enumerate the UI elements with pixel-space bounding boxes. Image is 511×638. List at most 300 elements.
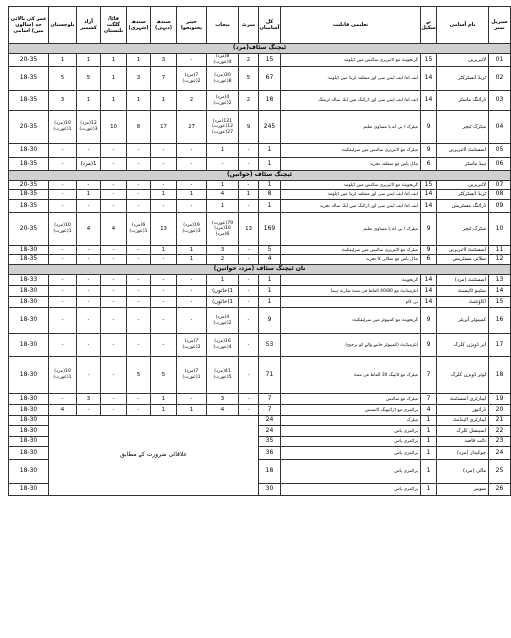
cell-q: میٹرک مع ٹائپنگ 30 الفاظ فی منٹ bbox=[281, 357, 421, 394]
cell-ajk: - bbox=[77, 297, 101, 308]
cell-scale: 1 bbox=[421, 447, 437, 460]
cell-pb: 1 bbox=[207, 275, 239, 286]
cell-pb: 16(مرد) 4(عورت) bbox=[207, 334, 239, 357]
cell-q: ایف اے/ ایف ایس سی اور متعلقہ ٹریڈ میں ڈپلومہ bbox=[281, 67, 421, 91]
cell-q: انٹرمیڈیٹ مع 40/80 الفاظ فی منٹ شارٹ ہینڈ bbox=[281, 286, 421, 297]
cell-scale: 14 bbox=[421, 67, 437, 91]
cell-post: لیبارٹری اٹینڈنٹ bbox=[437, 416, 489, 426]
cell-post: چوکیدار (مرد) bbox=[437, 447, 489, 460]
cell-merit: 1 bbox=[239, 190, 259, 200]
cell-no: 01 bbox=[489, 54, 511, 67]
cell-pb: 1 bbox=[207, 181, 239, 190]
cell-post: سویپر bbox=[437, 484, 489, 496]
cell-scale: 14 bbox=[421, 286, 437, 297]
section-title: ٹیچنگ سٹاف(مرد) bbox=[9, 44, 511, 54]
cell-fata: 4 bbox=[101, 213, 127, 246]
header-scale: بے سکیل bbox=[421, 7, 437, 44]
cell-sd: - bbox=[151, 200, 177, 213]
cell-age: 18-35 bbox=[9, 91, 49, 111]
cell-age: 18-30 bbox=[9, 405, 49, 416]
cell-su: 3 bbox=[127, 67, 151, 91]
cell-bl: - bbox=[49, 181, 77, 190]
table-row bbox=[9, 334, 511, 357]
table-row bbox=[9, 213, 511, 246]
section-header-row bbox=[9, 265, 511, 275]
cell-sd: 3 bbox=[151, 54, 177, 67]
table-row bbox=[9, 200, 511, 213]
cell-fata: - bbox=[101, 158, 127, 171]
cell-merit: 5 bbox=[239, 67, 259, 91]
cell-pb: 2 bbox=[207, 255, 239, 265]
cell-kp: 19(مرد) 3(عورت) bbox=[177, 213, 207, 246]
cell-q: پرائمری پاس bbox=[281, 484, 421, 496]
cell-total: 35 bbox=[259, 437, 281, 447]
cell-merit: - bbox=[239, 394, 259, 405]
cell-q: پرائمری پاس bbox=[281, 437, 421, 447]
cell-total: 53 bbox=[259, 334, 281, 357]
cell-q: گریجویٹ مع لائبریری سائنس میں ڈپلومہ bbox=[281, 181, 421, 190]
cell-pb: 4(مرد) 2(عورت) bbox=[207, 308, 239, 334]
cell-q: گریجویٹ مع لائبریری سائنس میں ڈپلومہ bbox=[281, 54, 421, 67]
cell-bl: - bbox=[49, 190, 77, 200]
cell-bl: 10(مرد) 1(عورت) bbox=[49, 357, 77, 394]
cell-post: ہیڈ ماسٹر bbox=[437, 158, 489, 171]
section-title: نان ٹیچنگ سٹاف (مرد، خواتین) bbox=[9, 265, 511, 275]
table-row bbox=[9, 275, 511, 286]
cell-pb: 1 bbox=[207, 144, 239, 158]
cell-fata: - bbox=[101, 357, 127, 394]
cell-q: ایف اے/ ایف ایس سی اور ڈرائنگ میں ایک سالہ ٹریننگ bbox=[281, 91, 421, 111]
cell-q: میٹرک مع سائنس bbox=[281, 394, 421, 405]
cell-kp: 27 bbox=[177, 111, 207, 144]
cell-q: ایف اے/ ایف ایس سی اور متعلقہ ٹریڈ میں ڈپلومہ bbox=[281, 190, 421, 200]
header-total: کل آسامیاں bbox=[259, 7, 281, 44]
cell-merit: 9 bbox=[239, 111, 259, 144]
header-ajk: آزاد کشمیر bbox=[77, 7, 101, 44]
cell-total: 7 bbox=[259, 405, 281, 416]
cell-su: - bbox=[127, 334, 151, 357]
cell-q: مڈل پاس مع متعلقہ تجربہ bbox=[281, 158, 421, 171]
cell-fata: - bbox=[101, 144, 127, 158]
cell-bl: - bbox=[49, 255, 77, 265]
cell-bl: - bbox=[49, 286, 77, 297]
cell-age: 18-30 bbox=[9, 297, 49, 308]
cell-ajk: 1 bbox=[77, 190, 101, 200]
header-quals: تعلیمی قابلیت bbox=[281, 7, 421, 44]
cell-total: 245 bbox=[259, 111, 281, 144]
cell-scale: 14 bbox=[421, 190, 437, 200]
cell-no: 09 bbox=[489, 200, 511, 213]
cell-pb: 4 bbox=[207, 190, 239, 200]
cell-post: ٹریڈ انسٹرکٹر bbox=[437, 190, 489, 200]
cell-ajk: 3 bbox=[77, 394, 101, 405]
cell-no: 25 bbox=[489, 460, 511, 484]
cell-fata: 1 bbox=[101, 54, 127, 67]
cell-no: 17 bbox=[489, 334, 511, 357]
cell-sd: - bbox=[151, 181, 177, 190]
cell-no: 19 bbox=[489, 394, 511, 405]
cell-no: 14 bbox=[489, 286, 511, 297]
cell-bl: - bbox=[49, 200, 77, 213]
cell-sd: 1 bbox=[151, 91, 177, 111]
cell-total: 36 bbox=[259, 447, 281, 460]
cell-kp: - bbox=[177, 308, 207, 334]
cell-kp: - bbox=[177, 275, 207, 286]
cell-su: - bbox=[127, 275, 151, 286]
cell-total: 4 bbox=[259, 255, 281, 265]
cell-su: 1 bbox=[127, 91, 151, 111]
cell-sd: - bbox=[151, 286, 177, 297]
cell-post: اکاؤنٹنٹ bbox=[437, 297, 489, 308]
cell-ajk: - bbox=[77, 200, 101, 213]
cell-total: 15 bbox=[259, 54, 281, 67]
cell-su: 6(مرد) 1(عورت) bbox=[127, 213, 151, 246]
table-row bbox=[9, 158, 511, 171]
cell-no: 03 bbox=[489, 91, 511, 111]
cell-total: 24 bbox=[259, 416, 281, 426]
advertisement-table-sheet bbox=[8, 6, 508, 496]
cell-su: - bbox=[127, 405, 151, 416]
cell-bl: - bbox=[49, 308, 77, 334]
cell-post: لوئر ڈویژن کلرک bbox=[437, 357, 489, 394]
cell-no: 23 bbox=[489, 437, 511, 447]
cell-su: - bbox=[127, 158, 151, 171]
cell-scale: 9 bbox=[421, 111, 437, 144]
cell-fata: - bbox=[101, 286, 127, 297]
cell-ajk: - bbox=[77, 181, 101, 190]
cell-ajk: 1(مرد) bbox=[77, 158, 101, 171]
cell-no: 08 bbox=[489, 190, 511, 200]
cell-age: 18-30 bbox=[9, 447, 49, 460]
cell-scale: 14 bbox=[421, 297, 437, 308]
cell-bl: 1 bbox=[49, 54, 77, 67]
cell-q: میٹرک / بی اے یا مساوی تعلیم bbox=[281, 111, 421, 144]
cell-age: 18-30 bbox=[9, 426, 49, 437]
cell-total: 5 bbox=[259, 246, 281, 255]
table-row bbox=[9, 67, 511, 91]
table-row bbox=[9, 394, 511, 405]
cell-fata: - bbox=[101, 255, 127, 265]
cell-kp: - bbox=[177, 181, 207, 190]
cell-merit: - bbox=[239, 308, 259, 334]
cell-ajk: 4 bbox=[77, 213, 101, 246]
cell-kp: - bbox=[177, 144, 207, 158]
header-fata-gb: فاٹا/ گلگت بلتستان bbox=[101, 7, 127, 44]
cell-sd: 7 bbox=[151, 67, 177, 91]
cell-sd: 1 bbox=[151, 394, 177, 405]
cell-age: 20-35 bbox=[9, 111, 49, 144]
cell-pb: 1(خاتون) bbox=[207, 297, 239, 308]
cell-scale: 15 bbox=[421, 54, 437, 67]
cell-no: 20 bbox=[489, 405, 511, 416]
cell-total: 1 bbox=[259, 286, 281, 297]
cell-pb: 41(مرد) 5(عورت) bbox=[207, 357, 239, 394]
cell-bl: 10(مرد) 1(عورت) bbox=[49, 213, 77, 246]
cell-post: اسپیشل کلرک bbox=[437, 426, 489, 437]
cell-merit: - bbox=[239, 334, 259, 357]
cell-no: 11 bbox=[489, 246, 511, 255]
cell-ajk: - bbox=[77, 357, 101, 394]
cell-su: - bbox=[127, 144, 151, 158]
cell-q: پرائمری پاس bbox=[281, 426, 421, 437]
cell-scale: 9 bbox=[421, 308, 437, 334]
cell-q: گریجویٹ bbox=[281, 275, 421, 286]
cell-scale: 4 bbox=[421, 405, 437, 416]
cell-age: 18-30 bbox=[9, 334, 49, 357]
cell-scale: 1 bbox=[421, 484, 437, 496]
cell-kp: 7(مرد) 2(عورت) bbox=[177, 67, 207, 91]
vacancy-table bbox=[8, 6, 511, 496]
cell-ajk: 12(مرد) 3(عورت) bbox=[77, 111, 101, 144]
cell-total: 8 bbox=[259, 190, 281, 200]
cell-total: 9 bbox=[259, 308, 281, 334]
cell-pb: 4 bbox=[207, 405, 239, 416]
cell-total: 1 bbox=[259, 181, 281, 190]
cell-sd: - bbox=[151, 308, 177, 334]
cell-q: پرائمری پاس bbox=[281, 447, 421, 460]
cell-age: 18-30 bbox=[9, 286, 49, 297]
cell-kp: 1 bbox=[177, 255, 207, 265]
quota-note: علاقائی ضرورت کے مطابق bbox=[49, 416, 259, 496]
cell-sd: 13 bbox=[151, 213, 177, 246]
cell-bl: 3 bbox=[49, 91, 77, 111]
cell-ajk: 1 bbox=[77, 91, 101, 111]
cell-q: پرائمری مع ڈرائیونگ لائسنس bbox=[281, 405, 421, 416]
cell-scale: 1 bbox=[421, 426, 437, 437]
cell-total: 18 bbox=[259, 91, 281, 111]
cell-fata: - bbox=[101, 275, 127, 286]
cell-post: سلائی مسٹریس bbox=[437, 255, 489, 265]
cell-no: 26 bbox=[489, 484, 511, 496]
cell-no: 06 bbox=[489, 158, 511, 171]
cell-post: ڈرائنگ مسٹریس bbox=[437, 200, 489, 213]
header-serial: سیریل نمبر bbox=[489, 7, 511, 44]
cell-post: ڈرائیور bbox=[437, 405, 489, 416]
cell-total: 1 bbox=[259, 144, 281, 158]
cell-fata: - bbox=[101, 334, 127, 357]
cell-su: 5 bbox=[127, 357, 151, 394]
table-row bbox=[9, 144, 511, 158]
cell-scale: 14 bbox=[421, 275, 437, 286]
cell-scale: 9 bbox=[421, 334, 437, 357]
cell-age: 18-35 bbox=[9, 190, 49, 200]
cell-q: پرائمری پاس bbox=[281, 460, 421, 484]
cell-total: 1 bbox=[259, 200, 281, 213]
cell-ajk: 1 bbox=[77, 54, 101, 67]
cell-scale: 15 bbox=[421, 181, 437, 190]
cell-total: 1 bbox=[259, 275, 281, 286]
table-row bbox=[9, 246, 511, 255]
table-row bbox=[9, 357, 511, 394]
cell-merit: - bbox=[239, 200, 259, 213]
table-row bbox=[9, 297, 511, 308]
cell-age: 18-30 bbox=[9, 144, 49, 158]
cell-merit: 2 bbox=[239, 54, 259, 67]
cell-kp: - bbox=[177, 158, 207, 171]
cell-post: اسسٹنٹ لائبریرین bbox=[437, 246, 489, 255]
cell-merit: 13 bbox=[239, 213, 259, 246]
cell-sd: - bbox=[151, 334, 177, 357]
cell-scale: 7 bbox=[421, 394, 437, 405]
cell-no: 10 bbox=[489, 213, 511, 246]
cell-ajk: - bbox=[77, 308, 101, 334]
cell-pb: 1(خاتون) bbox=[207, 286, 239, 297]
cell-su: - bbox=[127, 181, 151, 190]
cell-age: 20-35 bbox=[9, 213, 49, 246]
cell-age: 18-30 bbox=[9, 394, 49, 405]
cell-age: 18-30 bbox=[9, 437, 49, 447]
cell-q: ایف اے/ ایف ایس سی اور ڈرائنگ میں ایک سالہ تجربہ bbox=[281, 200, 421, 213]
cell-post: سٹینو ٹائپسٹ bbox=[437, 286, 489, 297]
cell-fata: 1 bbox=[101, 91, 127, 111]
table-row bbox=[9, 111, 511, 144]
cell-scale: 1 bbox=[421, 437, 437, 447]
cell-age: 18-30 bbox=[9, 416, 49, 426]
cell-pb: 1 bbox=[207, 200, 239, 213]
cell-age: 18-30 bbox=[9, 484, 49, 496]
cell-merit: - bbox=[239, 144, 259, 158]
cell-post: ٹریڈ انسٹرکٹر bbox=[437, 67, 489, 91]
cell-q: مڈل پاس مع سلائی کا تجربہ bbox=[281, 255, 421, 265]
cell-age: 18-33 bbox=[9, 275, 49, 286]
cell-post: اپر ڈویژن کلرک bbox=[437, 334, 489, 357]
header-sindh: سندھ (دیہی) bbox=[151, 7, 177, 44]
cell-ajk: - bbox=[77, 144, 101, 158]
cell-merit: - bbox=[239, 286, 259, 297]
cell-merit: - bbox=[239, 297, 259, 308]
cell-no: 13 bbox=[489, 275, 511, 286]
cell-merit: - bbox=[239, 357, 259, 394]
cell-pb: - bbox=[207, 158, 239, 171]
cell-q: میٹرک مع لائبریری سائنس میں سرٹیفکیٹ bbox=[281, 246, 421, 255]
cell-total: 24 bbox=[259, 426, 281, 437]
cell-kp: 1 bbox=[177, 246, 207, 255]
cell-pb: 121(مرد) 12(عورت) 27(عورت) bbox=[207, 111, 239, 144]
cell-su: 1 bbox=[127, 54, 151, 67]
cell-age: 20-35 bbox=[9, 181, 49, 190]
cell-merit: - bbox=[239, 255, 259, 265]
cell-total: 18 bbox=[259, 460, 281, 484]
table-row bbox=[9, 190, 511, 200]
cell-scale: 9 bbox=[421, 246, 437, 255]
cell-merit: - bbox=[239, 181, 259, 190]
cell-scale: 6 bbox=[421, 255, 437, 265]
cell-pb: 79(عورت) 10(مرد) 6(مرد) bbox=[207, 213, 239, 246]
cell-no: 15 bbox=[489, 297, 511, 308]
table-row bbox=[9, 308, 511, 334]
cell-sd: 17 bbox=[151, 111, 177, 144]
cell-q: میٹرک / بی اے یا مساوی تعلیم bbox=[281, 213, 421, 246]
cell-merit: - bbox=[239, 246, 259, 255]
cell-no: 21 bbox=[489, 416, 511, 426]
cell-kp: - bbox=[177, 286, 207, 297]
cell-no: 04 bbox=[489, 111, 511, 144]
cell-post: اسسٹنٹ لائبریرین bbox=[437, 144, 489, 158]
cell-bl: - bbox=[49, 246, 77, 255]
cell-fata: - bbox=[101, 200, 127, 213]
cell-age: 18-30 bbox=[9, 246, 49, 255]
cell-pb: 4(مرد) 2(عورت) bbox=[207, 91, 239, 111]
cell-su: - bbox=[127, 394, 151, 405]
cell-sd: - bbox=[151, 158, 177, 171]
cell-bl: - bbox=[49, 144, 77, 158]
cell-fata: - bbox=[101, 246, 127, 255]
cell-no: 07 bbox=[489, 181, 511, 190]
cell-kp: - bbox=[177, 200, 207, 213]
cell-bl: 10(مرد) 1(عورت) bbox=[49, 111, 77, 144]
cell-scale: 1 bbox=[421, 460, 437, 484]
cell-post: اسسٹنٹ (مرد) bbox=[437, 275, 489, 286]
cell-scale: 14 bbox=[421, 91, 437, 111]
cell-pb: 8(مرد) 4(عورت) bbox=[207, 54, 239, 67]
cell-total: 1 bbox=[259, 158, 281, 171]
section-title: ٹیچنگ سٹاف (خواتین) bbox=[9, 171, 511, 181]
cell-kp: - bbox=[177, 54, 207, 67]
cell-no: 22 bbox=[489, 426, 511, 437]
cell-bl: - bbox=[49, 297, 77, 308]
cell-sd: - bbox=[151, 255, 177, 265]
cell-merit: 2 bbox=[239, 91, 259, 111]
cell-fata: - bbox=[101, 405, 127, 416]
cell-no: 12 bbox=[489, 255, 511, 265]
cell-merit: - bbox=[239, 405, 259, 416]
table-row bbox=[9, 405, 511, 416]
cell-age: 18-30 bbox=[9, 460, 49, 484]
cell-fata: - bbox=[101, 297, 127, 308]
cell-ajk: - bbox=[77, 405, 101, 416]
cell-no: 18 bbox=[489, 357, 511, 394]
table-row bbox=[9, 91, 511, 111]
cell-scale: 14 bbox=[421, 200, 437, 213]
cell-bl: 5 bbox=[49, 67, 77, 91]
cell-bl: - bbox=[49, 275, 77, 286]
cell-pb: 3 bbox=[207, 394, 239, 405]
cell-q: میٹرک bbox=[281, 416, 421, 426]
cell-no: 16 bbox=[489, 308, 511, 334]
cell-no: 02 bbox=[489, 67, 511, 91]
cell-fata: - bbox=[101, 394, 127, 405]
cell-post: مالی (مرد) bbox=[437, 460, 489, 484]
cell-scale: 9 bbox=[421, 144, 437, 158]
cell-no: 24 bbox=[489, 447, 511, 460]
cell-sd: 1 bbox=[151, 405, 177, 416]
cell-total: 67 bbox=[259, 67, 281, 91]
cell-total: 7 bbox=[259, 394, 281, 405]
header-kp: خیبر پختونخوا bbox=[177, 7, 207, 44]
cell-ajk: 5 bbox=[77, 67, 101, 91]
cell-fata: - bbox=[101, 190, 127, 200]
cell-sd: - bbox=[151, 144, 177, 158]
cell-su: - bbox=[127, 200, 151, 213]
cell-age: 18-30 bbox=[9, 357, 49, 394]
header-age: عمر کی بالائی حد (سالوں میں) اسامی bbox=[9, 7, 49, 44]
cell-kp: 7(مرد) 1(عورت) bbox=[177, 357, 207, 394]
cell-bl: 4 bbox=[49, 405, 77, 416]
cell-q: میٹرک مع لائبریری سائنس میں سرٹیفکیٹ bbox=[281, 144, 421, 158]
cell-merit: - bbox=[239, 275, 259, 286]
cell-post: میٹرک ٹیچر bbox=[437, 111, 489, 144]
cell-ajk: - bbox=[77, 255, 101, 265]
table-row bbox=[9, 416, 511, 426]
cell-su: - bbox=[127, 286, 151, 297]
cell-su: - bbox=[127, 255, 151, 265]
cell-bl: - bbox=[49, 334, 77, 357]
table-row bbox=[9, 255, 511, 265]
header-row bbox=[9, 7, 511, 44]
cell-total: 169 bbox=[259, 213, 281, 246]
cell-su: 8 bbox=[127, 111, 151, 144]
cell-sd: - bbox=[151, 275, 177, 286]
